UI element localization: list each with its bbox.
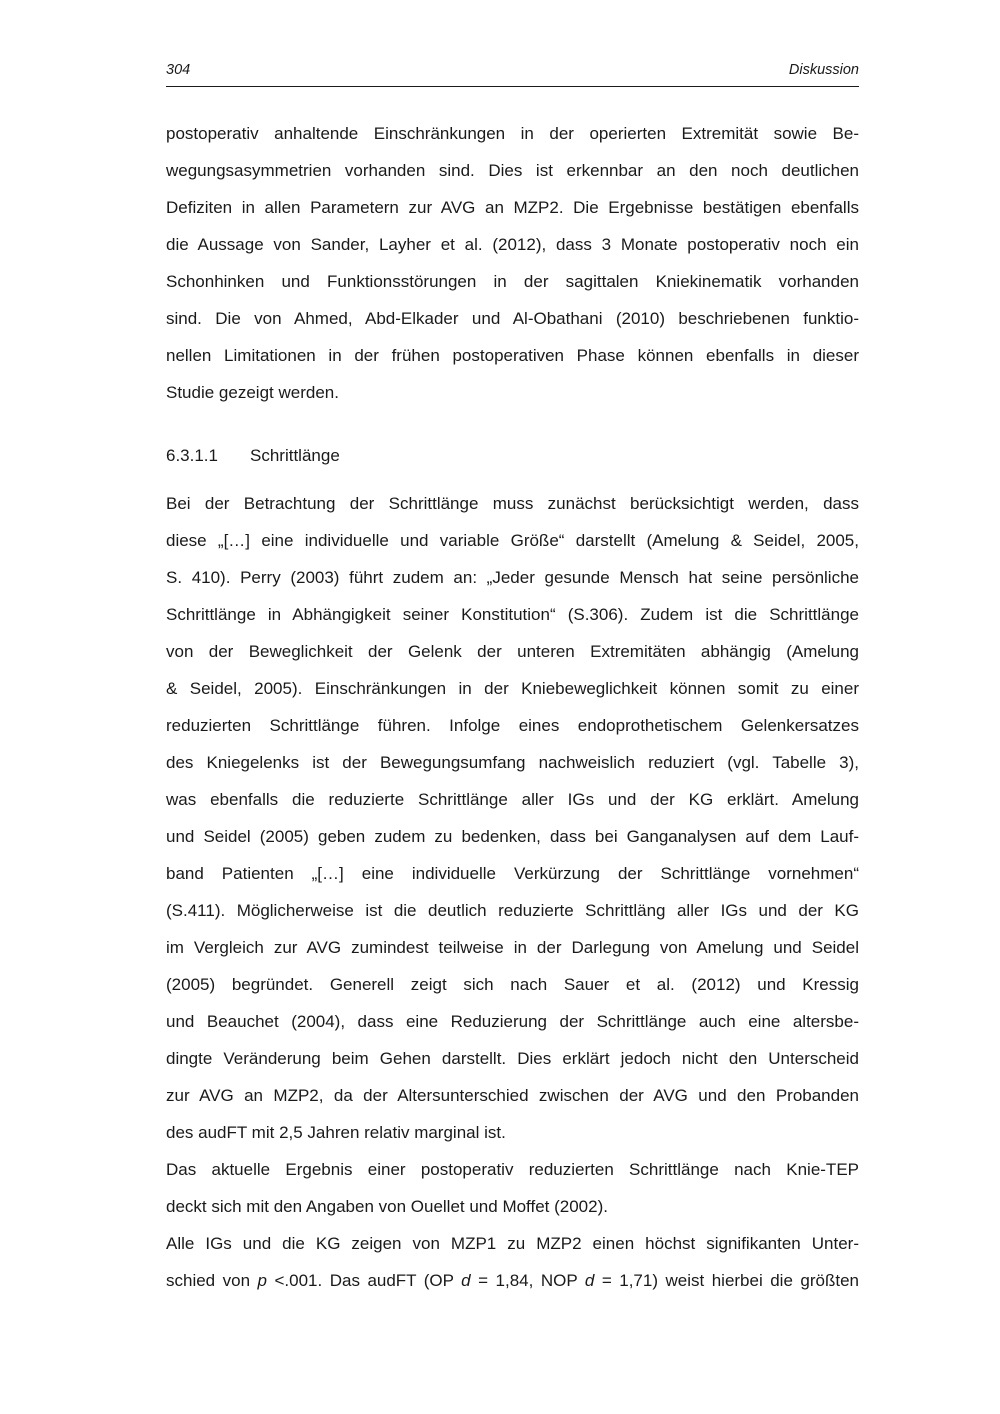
text-line: & Seidel, 2005). Einschränkungen in der Kniebeweglichkeit können somit zu einer xyxy=(166,679,859,698)
paragraph-4 xyxy=(166,1225,859,1299)
heading-number: 6.3.1.1 xyxy=(166,446,218,465)
text-run: = 1,84, NOP xyxy=(470,1271,585,1290)
text-line: von der Beweglichkeit der Gelenk der unteren Extremitäten abhängig (Amelung xyxy=(166,642,859,661)
text-line: band Patienten „[…] eine individuelle Verkürzung der Schrittlänge vornehmen“ xyxy=(166,864,859,883)
section-heading xyxy=(166,437,859,474)
text-line: Bei der Betrachtung der Schrittlänge muss zunächst berücksichtigt werden, dass xyxy=(166,494,859,513)
text-line: wegungsasymmetrien vorhanden sind. Dies ist erkennbar an den noch deutlichen xyxy=(166,161,859,180)
text-line: zur AVG an MZP2, da der Altersunterschied zwischen der AVG und den Probanden xyxy=(166,1086,859,1105)
text-line: deckt sich mit den Angaben von Ouellet und Moffet (2002). xyxy=(166,1197,608,1216)
paragraph-2 xyxy=(166,485,859,1151)
text-line: (S.411). Möglicherweise ist die deutlich reduzierte Schrittläng aller IGs und der KG xyxy=(166,901,859,920)
body-text xyxy=(166,115,859,1299)
document-page xyxy=(166,0,859,1414)
text-line: und Beauchet (2004), dass eine Reduzierung der Schrittlänge auch eine altersbe- xyxy=(166,1012,859,1031)
text-line xyxy=(166,1262,859,1299)
effect-size-symbol: d xyxy=(584,1271,595,1290)
text-line: Schrittlänge in Abhängigkeit seiner Konstitution“ (S.306). Zudem ist die Schrittlänge xyxy=(166,605,859,624)
heading-title: Schrittlänge xyxy=(250,446,340,465)
text-line: sind. Die von Ahmed, Abd-Elkader und Al-Obathani (2010) beschriebenen funktio- xyxy=(166,309,859,328)
text-line: nellen Limitationen in der frühen postoperativen Phase können ebenfalls in dieser xyxy=(166,346,859,365)
running-header xyxy=(166,60,859,87)
text-line: im Vergleich zur AVG zumindest teilweise in der Darlegung von Amelung und Seidel xyxy=(166,938,859,957)
section-name: Diskussion xyxy=(788,62,859,78)
text-line: diese „[…] eine individuelle und variable Größe“ darstellt (Amelung & Seidel, 2005, xyxy=(166,531,859,550)
text-line: S. 410). Perry (2003) führt zudem an: „Jeder gesunde Mensch hat seine persönliche xyxy=(166,568,859,587)
paragraph-1 xyxy=(166,115,859,411)
text-line: Defiziten in allen Parametern zur AVG an MZP2. Die Ergebnisse bestätigen ebenfalls xyxy=(166,198,859,217)
text-line: Alle IGs und die KG zeigen von MZP1 zu MZP2 einen höchst signifikanten Unter- xyxy=(166,1234,859,1253)
text-line: was ebenfalls die reduzierte Schrittlänge aller IGs und der KG erklärt. Amelung xyxy=(166,790,859,809)
text-line: die Aussage von Sander, Layher et al. (2012), dass 3 Monate postoperativ noch ein xyxy=(166,235,859,254)
p-value-symbol: p xyxy=(257,1271,267,1290)
text-line: Studie gezeigt werden. xyxy=(166,383,339,402)
text-line: dingte Veränderung beim Gehen darstellt. Dies erklärt jedoch nicht den Unterscheid xyxy=(166,1049,859,1068)
text-run: schied von xyxy=(166,1271,258,1290)
effect-size-symbol: d xyxy=(461,1271,471,1290)
paragraph-3 xyxy=(166,1151,859,1225)
text-run: <.001. Das audFT (OP xyxy=(267,1271,462,1290)
text-line: (2005) begründet. Generell zeigt sich nach Sauer et al. (2012) und Kressig xyxy=(166,975,859,994)
text-line: Das aktuelle Ergebnis einer postoperativ reduzierten Schrittlänge nach Knie-TEP xyxy=(166,1160,859,1179)
page-number: 304 xyxy=(166,62,191,78)
text-run: = 1,71) weist hierbei die größten xyxy=(594,1271,859,1290)
text-line: Schonhinken und Funktionsstörungen in der sagittalen Kniekinematik vorhanden xyxy=(166,272,859,291)
text-line: reduzierten Schrittlänge führen. Infolge eines endoprothetischem Gelenkersatzes xyxy=(166,716,859,735)
text-line: postoperativ anhaltende Einschränkungen in der operierten Extremität sowie Be- xyxy=(166,124,859,143)
text-line: des Kniegelenks ist der Bewegungsumfang nachweislich reduziert (vgl. Tabelle 3), xyxy=(166,753,859,772)
text-line: und Seidel (2005) geben zudem zu bedenken, dass bei Ganganalysen auf dem Lauf- xyxy=(166,827,859,846)
text-line: des audFT mit 2,5 Jahren relativ marginal ist. xyxy=(166,1123,506,1142)
